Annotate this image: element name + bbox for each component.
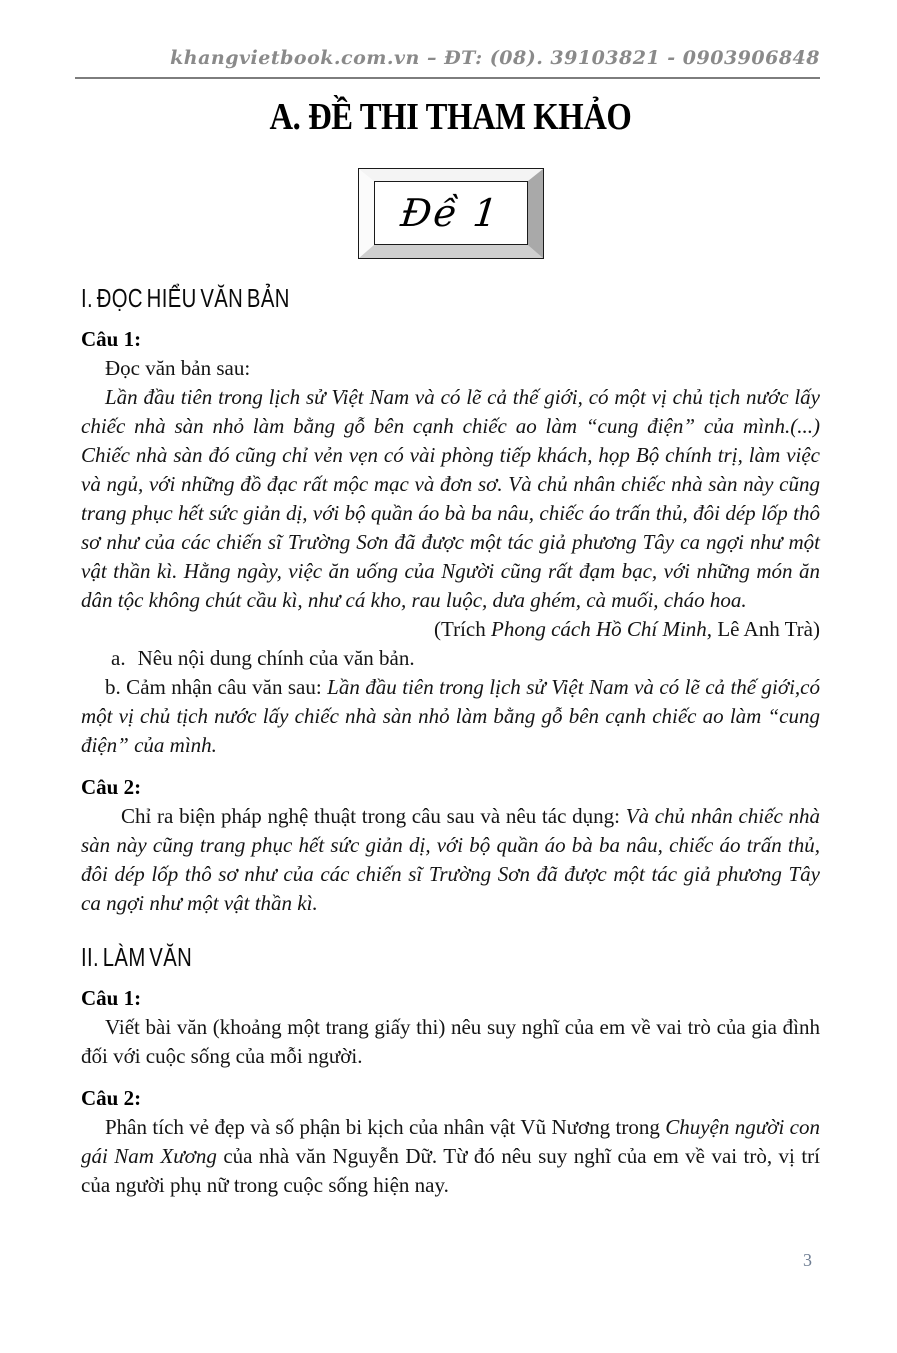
item-b-label: b. Cảm nhận câu văn sau: <box>105 675 328 699</box>
document-title <box>81 95 820 140</box>
section-heading-lam-van: II. LÀM VĂN <box>81 942 193 972</box>
section1-cau1-intro: Đọc văn bản sau: <box>105 356 251 380</box>
cau2-suffix: của nhà văn Nguyễn Dữ. Từ đó nêu suy nghĩ của em về vai trò, vị trí của người phụ nữ trong cuộc sống hiện nay. <box>81 1144 820 1197</box>
section1-cau1-label: Câu 1: <box>81 327 142 351</box>
cau2-quote: Và chủ nhân chiếc nhà sàn này cũng trang phục hết sức giản dị, với bộ quần áo bà ba nâu, chiếc áo trấn thủ, đôi dép lốp thô sơ như của các chiến sĩ Trường Sơn đã được một tác giả phương Tây ca ngợi như một vật thần kì. <box>81 804 821 915</box>
item-b-quote: Lần đầu tiên trong lịch sử Việt Nam và có lẽ cả thế giới,có một vị chủ tịch nước lấy chiếc nhà sàn nhỏ làm bằng gỗ bên cạnh chiếc ao làm “cung điện” của mình. <box>81 675 820 757</box>
header-divider <box>75 77 820 79</box>
de-1-frame-inner <box>374 181 528 245</box>
cau2-work-title: Chuyện người con gái Nam Xương <box>81 1115 820 1168</box>
section1-item-a <box>81 644 820 673</box>
de-1-frame-bevel <box>359 169 543 258</box>
section2-cau2-paragraph <box>81 1113 820 1200</box>
section1-quote-passage: Lần đầu tiên trong lịch sử Việt Nam và có lẽ cả thế giới, có một vị chủ tịch nước lấy chiếc nhà sàn nhỏ làm bằng gỗ bên cạnh chiếc ao làm “cung điện” của mình.(...) Chiếc nhà sàn đó cũng chỉ vẻn vẹn có vài phòng tiếp khách, họp Bộ chính trị, làm việc và ngủ, với những đồ đạc rất mộc mạc và đơn sơ. Và chủ nhân chiếc nhà sàn này cũng trang phục hết sức giản dị, với bộ quần áo bà ba nâu, chiếc áo trấn thủ, đôi dép lốp thô sơ như của các chiến sĩ Trường Sơn đã được một tác giả phương Tây ca ngợi như một vật thần kì. Hằng ngày, việc ăn uống của Người cũng rất đạm bạc, với những món ăn dân tộc không chút cầu kì, như cá kho, rau luộc, dưa ghém, cà muối, cháo hoa. <box>81 385 820 612</box>
cau2-prefix: Phân tích vẻ đẹp và số phận bi kịch của nhân vật Vũ Nương trong <box>105 1115 666 1139</box>
header-website-phone: khangvietbook.com.vn – ĐT: (08). 39103821 - 0903906848 <box>170 47 820 69</box>
section2-cau2-label: Câu 2: <box>81 1086 142 1110</box>
citation-author: Lê Anh Trà) <box>712 617 820 641</box>
item-a-label: a. <box>111 646 126 670</box>
section1-cau2-label: Câu 2: <box>81 775 142 799</box>
cau2-instruction: Chỉ ra biện pháp nghệ thuật trong câu sau và nêu tác dụng: <box>121 804 626 828</box>
section-heading-doc-hieu-van-ban: I. ĐỌC HIỂU VĂN BẢN <box>81 283 290 313</box>
citation-work-title: Phong cách Hồ Chí Minh, <box>491 617 713 641</box>
de-1-frame-box <box>358 168 544 259</box>
section2-cau1-text: Viết bài văn (khoảng một trang giấy thi) nêu suy nghĩ của em về vai trò của gia đình đối với cuộc sống của mỗi người. <box>81 1015 820 1068</box>
section1-item-b <box>81 673 820 760</box>
document-title-text: A. ĐỀ THI THAM KHẢO <box>269 96 632 138</box>
quote-citation <box>81 615 820 644</box>
section1-cau2-paragraph <box>81 802 820 918</box>
section2-cau1-label: Câu 1: <box>81 986 142 1010</box>
citation-prefix: (Trích <box>434 617 491 641</box>
page-header <box>75 46 820 72</box>
page-number: 3 <box>803 1250 812 1270</box>
item-a-text: Nêu nội dung chính của văn bản. <box>137 646 415 670</box>
de-1-label: Đề 1 <box>399 191 502 235</box>
